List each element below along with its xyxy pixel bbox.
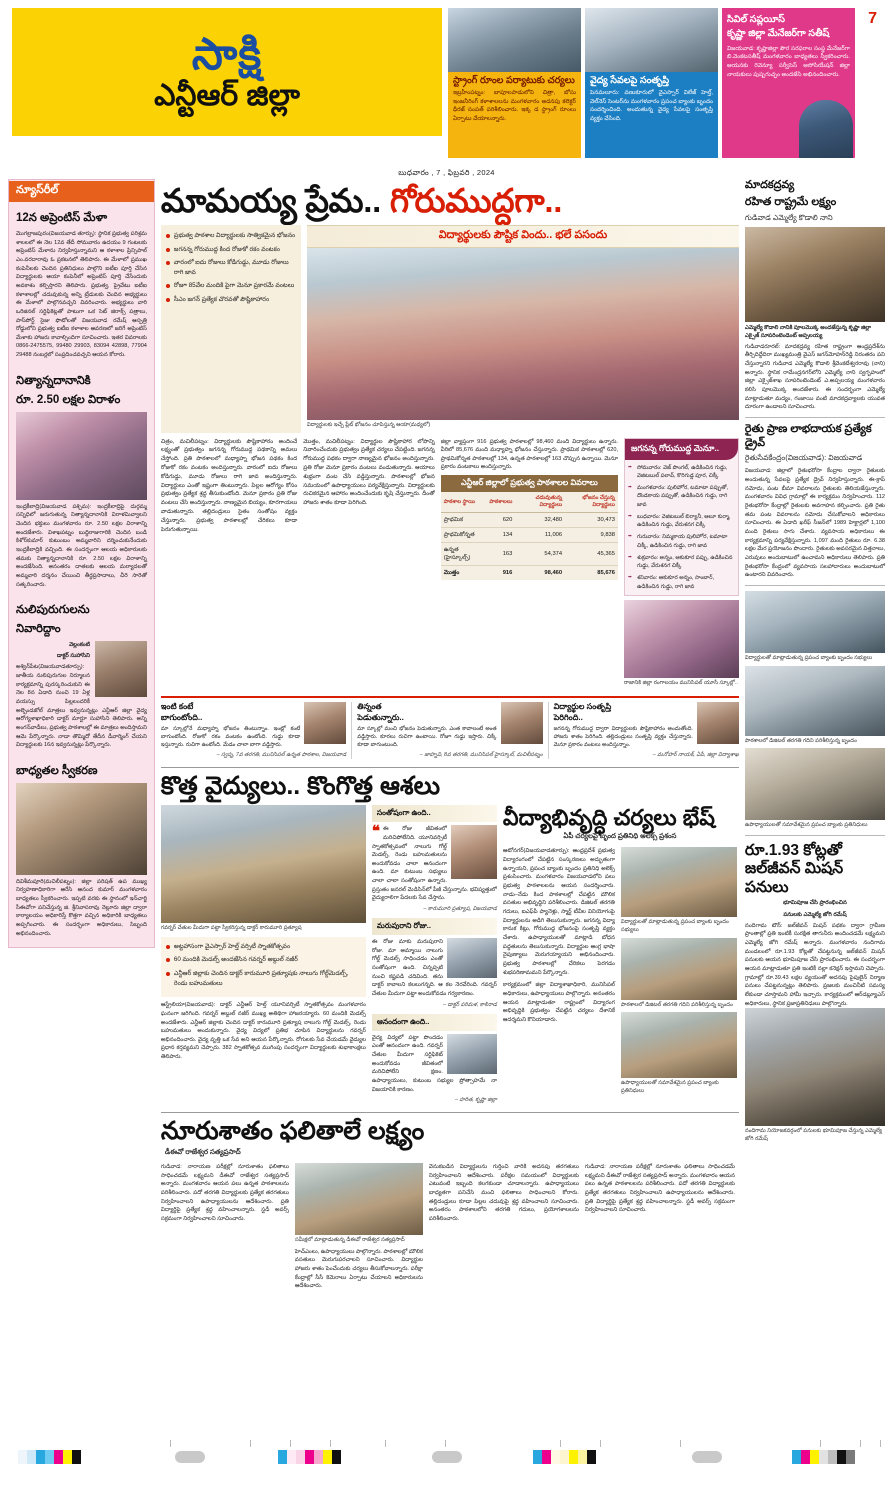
menu-item: ➡ శనివారం: ఆకుకూర అన్నం, సాంబార్, ఉడికించిన గుడ్డు, రాగి జావ	[625, 574, 738, 591]
right-item-2[interactable]	[745, 423, 885, 580]
top-story-3-title-line1: సివిల్ సప్లయీస్	[727, 14, 785, 25]
quote-2-portrait	[501, 702, 543, 744]
story-2-sub-1-portrait	[451, 825, 497, 879]
main-bullet: ప్రభుత్వ పాఠశాల విద్యార్థులకు సాత్వికమైన భోజనం	[166, 231, 296, 241]
cmyk-registration-bar	[0, 1450, 893, 1464]
story-3-photo-1	[621, 847, 737, 917]
table-cell: 620	[486, 513, 515, 528]
top-story-3[interactable]	[722, 8, 855, 158]
section-divider	[161, 767, 739, 768]
main-col-3	[441, 438, 618, 691]
story-3-columns	[503, 847, 737, 1098]
main-lead-row	[161, 225, 739, 433]
right-divider-1	[745, 417, 885, 418]
top-story-1-body: ఇబ్రహీంపట్నం: బాపూలపాడులోని చిత్రా, బోసు ఇంజనీరింగ్ కళాశాలలను మంగళవారం అదనపు కలెక్టర్ ధీరజ్ సంపత్ పరిశీలించారు. ఇక్క డ స్ట్రాంగ్ రూంలు ఏర్పాటు చేయాలన్నారు.	[453, 89, 576, 122]
table-row	[441, 543, 618, 566]
table-cell: 163	[486, 543, 515, 566]
main-col-2: మొత్తం, మచిలీపట్నం: విద్యార్థుల పౌష్టికాహార లోపాన్ని నివారించేందుకు ప్రభుత్వం ప్రత్యేక చర్యలు చేపట్టింది. జగనన్న గోరుముద్ద పథకం ద్వారా నాణ్యమైన భోజనం అందిస్తున్నారు. ప్రతి రోజు మెనూ ప్రకారం వంటలు వండుతున్నారు. ఆయాలు శుభ్రంగా వంట చేసి వడ్డిస్తున్నారు. పాఠశాలల్లో భోజన సమయంలో ఉపాధ్యాయులు పర్యవేక్షిస్తున్నారు. విద్యార్థులకు రుచికరమైన ఆహారం అందించేందుకు కృషి చేస్తున్నారు. దీంతో హాజరు శాతం కూడా పెరిగింది.	[303, 438, 435, 507]
top-story-2-body: పెనమలూరు: వణుకూరులో వైఎస్సార్ విలేజ్ హెల్త్, వెల్‌నెస్ సెంటర్‌ను మంగళవారం ప్రపంచ బ్యాంకు బృందం సందర్శించింది. అందుతున్న వైద్య సేవలపై సంతృప్తి వ్యక్తం చేసింది.	[590, 89, 713, 122]
story-2	[161, 772, 739, 1104]
story-4-columns	[161, 1163, 739, 1291]
story-4	[161, 1117, 739, 1291]
newsreel-item-4-heading: బాధ్యతల స్వీకరణ	[16, 764, 98, 777]
story-2-sub-1-attr: – కారుమూరి ప్రత్యూష, విజయవాడ	[423, 906, 497, 913]
registration-dot-1	[175, 1451, 205, 1463]
issue-date: బుధవారం , 7 , ఫిబ్రవరి , 2024	[398, 168, 495, 177]
story-3-photo-col	[621, 847, 737, 1098]
quote-3-body: జగనన్న గోరుముద్ద ద్వారా విద్యార్థులకు పౌష్టికాహారం అందుతోంది. హాజరు శాతం పెరిగింది. తల్లిదండ్రులు సంతృప్తి వ్యక్తం చేస్తున్నారు. మెనూ ప్రకారం వంటలు అందిస్తున్నాం.	[553, 726, 693, 749]
registration-dot-2	[432, 1451, 462, 1463]
right-item-4-kicker-line1: భూమిపూజ చేసి ప్రారంభించిన	[783, 900, 847, 907]
story-2-sub-2-portrait	[447, 938, 497, 978]
newsreel-item-3[interactable]	[9, 594, 154, 755]
story-4-sub-deck: డీఈవో రాజేశ్వర సత్యప్రసాద్	[164, 1149, 241, 1157]
top-story-1-title: స్ట్రాంగ్ రూంల పర్యాటుకు చర్యలు	[453, 75, 575, 86]
quote-box-3[interactable]	[548, 702, 739, 759]
page-number: 7	[868, 10, 877, 27]
logo-edition: ఎన్టీఆర్ జిల్లా	[154, 78, 300, 112]
main-deck: విద్యార్థులకు పౌష్టిక విందు.. భలే పసందు	[307, 225, 739, 248]
table-cell: 32,480	[515, 513, 565, 528]
main-headline	[161, 183, 739, 220]
newsreel-item-2[interactable]	[9, 365, 154, 594]
story-4-headline: నూరుశాతం ఫలితాలే లక్ష్యం	[160, 1117, 425, 1146]
newsreel-item-2-heading-line1: నిత్యాన్నదానానికి	[16, 374, 91, 387]
quote-3-heading-line1: విద్యార్థుల సంతృప్తి	[553, 702, 612, 712]
story-4-col-3	[429, 1163, 579, 1291]
newsreel-item-2-heading-line2: రూ. 2.50 లక్షల విరాళం	[16, 393, 121, 406]
story-2-sub-1-title: సంతోషంగా ఉంది..	[372, 805, 497, 822]
right-item-3-cap-a: విద్యార్థులతో మాట్లాడుతున్న ప్రపంచ బ్యాంకు బృందం సభ్యులు	[744, 655, 873, 661]
menu-item: ➡ సోమవారం: వెజ్ పొంగల్, ఉడికించిన గుడ్డు, వెజిటబుల్ పలావ్, కొరిగుడ్డ పూర, చిక్కీ	[625, 464, 738, 481]
newsreel-label: న్యూస్‌రీల్	[9, 181, 154, 202]
main-bullet: సీఎం జగన్ ప్రత్యేక చొరవతో పౌష్టికాహారం	[166, 295, 296, 305]
top-story-2-title: వైద్య సేవలపై సంతృప్తి	[590, 75, 670, 86]
quote-1-body: మా స్కూల్లోనే మధ్యాహ్న భోజనం తింటున్నాం. ఇంట్లో కంటే బాగుంటోంది. రోజుకో రకం వంటకం ఉంటోంది. గుడ్డు కూడా ఇస్తున్నారు. రుచిగా ఉంటోంది. మేడం చాలా బాగా వడ్డిస్తారు.	[160, 726, 301, 749]
menu-title: జగనన్న గోరుముద్ద మెనూ..	[625, 439, 738, 460]
quote-2-attribution: – జాహ్నవి, 8వ తరగతి, మునిసిపల్ హైస్కూల్, మచిలీపట్నం	[419, 752, 543, 759]
story-4-body-3: హెచ్‌ఎంలు, ఉపాధ్యాయులు పాల్గొన్నారు. పాఠశాలల్లో మౌలిక వసతులు మెరుగుపరచాలని సూచించారు. విద్యార్థుల హాజరు శాతం పెంచేందుకు చర్యలు తీసుకోవాలన్నారు. పరీక్షా కేంద్రాల్లో సీసీ కెమెరాలు ఏర్పాటు చేయాలని అధికారులను ఆదేశించారు.	[294, 1248, 423, 1290]
quote-1-heading-line1: ఇంటి కంటే	[160, 702, 194, 712]
top-story-1-photo	[448, 8, 581, 72]
story-3-text-col	[503, 847, 615, 1098]
right-item-1[interactable]	[745, 179, 885, 412]
main-headline-highlight: గోరుముద్దగా..	[389, 182, 563, 219]
right-item-1-body: గుడివాడరూరల్: మాదకద్రవ్య రహిత రాష్ట్రంగా ఆంధ్రప్రదేశ్‌ను తీర్చిదిద్దేదిరా ముఖ్యమంత్రి వైఎస్ జగన్‌మోహన్‌రెడ్డి నిరంతరం పని చేస్తున్నారని గుడివాడ ఎమ్మెల్యే కొడాలి శ్రీవెంకటేశ్వరరావు (నాని) అన్నారు. స్థానిక రామేంద్రనగర్‌లోని ఎమ్మెల్యే నాని స్వగృహంలో జిల్లా ఎక్సైజ్‌శాఖ సూపరింటెండెంట్ ఎ.అప్పలయ్య మంగళవారం కలిసి పూలమొక్క అందజేశారు. ఈ సందర్భంగా ఎమ్మెల్యే మాట్లాడుతూ మద్యం, గంజాయి వంటి మాదకద్రవ్యాలకు యువత దూరంగా ఉండాలని సూచించారు.	[744, 343, 885, 411]
newsreel-item-4-body: దివిశీమపూరి(మచిలీపట్నం): జిల్లా పరిషత్ ఉప ముఖ్య నిర్వహణాధికారిగా ఆరేసి ఆనంద కుమార్ మంగళవారం బాధ్యతలు స్వీకరించారు. ఇప్పటి వరకు ఈ స్థానంలో ఇన్‌చార్జి సీఈవోగా పనిచేస్తున్న జి. శ్రీనివాసరావు నెల్లూరు జిల్లా ద్వారా కార్యాలయం అధికారిస్తే కొత్తగా వచ్చిన అధికారికి బాధ్యతలు అప్పగించారు. ఈ సందర్భంగా అధికారులు, సిబ్బంది అభినందించారు.	[16, 878, 147, 937]
top-stories-strip	[448, 8, 885, 158]
main-headline-part1: మామయ్య ప్రేమ..	[160, 182, 390, 219]
top-story-3-portrait	[799, 100, 853, 158]
right-item-4-kicker-line2: పనులకు ఎమ్మెల్యే జోగి రమేష్	[783, 911, 847, 918]
table-cell: ఉన్నత (హైస్కూల్స్)	[441, 543, 487, 566]
table-cell: 916	[502, 570, 513, 577]
right-item-4[interactable]	[745, 842, 885, 1144]
story-4-body-2b: గుడివాడ: నారాయణ పరీక్షల్లో నూరుశాతం ఫలితాలు సాధించడమే లక్ష్యమని డీఈవో రాజేశ్వర సత్యప్రసాద్ అన్నారు. మంగళవారం ఆయన పలు ఉన్నత పాఠశాలలను పరిశీలించారు. పదో తరగతి విద్యార్థులకు ప్రత్యేక తరగతులు నిర్వహించాలని ఉపాధ్యాయులను ఆదేశించారు. ప్రతి విద్యార్థిపై ప్రత్యేక శ్రద్ధ వహించాలన్నారు. స్టడీ అవర్స్ సక్రమంగా నిర్వహించాలని సూచించారు.	[584, 1164, 735, 1214]
quote-2-heading-line1: తిన్నంత	[357, 702, 382, 712]
right-item-1-photo	[745, 227, 885, 322]
right-item-2-body: విజయవాడ: జిల్లాలో రైతుభరోసా కేంద్రాల ద్వారా రైతులకు అందుతున్న సేవలపై ప్రత్యేక డ్రైవ్ నిర్వహిస్తున్నారు. ఈ-క్రాప్ నమోదు, పంట బీమా వివరాలను రైతులకు తెలియజేస్తున్నారు. మంగళవారం వివిధ గ్రామాల్లో ఈ కార్యక్రమం నిర్వహించారు. 112 రైతుభరోసా కేంద్రాల్లో రైతులకు అవగాహన కల్పించారు. ప్రతి రైతు తమ పంట వివరాలను నమోదు చేసుకోవాలని అధికారులు సూచించారు. ఈ ఏడాది ఖరీఫ్ సీజన్‌లో 1989 హెక్టార్లలో 1,100 మంది రైతులు సాగు చేశారు. వ్యవసాయ అధికారులు ఈ కార్యక్రమాన్ని పర్యవేక్షిస్తున్నారు. 1,097 మంది రైతులు రూ. 6.38 లక్షల మేర ప్రయోజనం పొందారు. రైతులకు అవసరమైన విత్తనాలు, ఎరువులు అందుబాటులో ఉంచామని అధికారులు తెలిపారు. ప్రతి రైతుభరోసా కేంద్రంలో వ్యవసాయ సలహాదారులు అందుబాటులో ఉంటారని వివరించారు.	[744, 468, 885, 579]
right-item-3-photo-c	[745, 748, 885, 820]
table-cell: 11,006	[515, 528, 565, 543]
logo-title: సాక్షి	[191, 29, 263, 79]
quote-box-2[interactable]	[351, 702, 542, 759]
story-2-photo-caption: గవర్నర్ చేతుల మీదుగా పట్టా స్వీకరిస్తున్న డాక్టర్ కారుమూరి ప్రత్యూష	[160, 925, 302, 932]
story-2-photo	[161, 805, 366, 923]
quote-3-portrait	[697, 702, 739, 744]
publication-logo	[12, 8, 442, 136]
right-item-1-caption: ఎమ్మెల్యే కొడాలి నానికి పూలమొక్క అందజేస్తున్న కృష్ణా జిల్లా ఎక్సైజ్ సూపరింటెండెంట్ అప్పలయ్య	[744, 324, 872, 339]
main-story	[161, 183, 739, 759]
section-divider-2	[161, 1112, 739, 1113]
story-2-bullets-box	[161, 937, 366, 997]
main-bullet: వారంలో ఐదు రోజులు కోడిగుడ్డు, మూడు రోజులు రాగి జావ	[166, 258, 296, 277]
table-header-cell: పాఠశాల స్థాయి	[441, 492, 487, 513]
page-grid	[0, 179, 893, 1291]
story-4-body-2: వెనుకబడిన విద్యార్థులను గుర్తించి వారికి అదనపు తరగతులు నిర్వహించాలని ఆదేశించారు. పరీక్షల సమయంలో విద్యార్థులకు ఎటువంటి ఇబ్బంది కలగకుండా చూడాలన్నారు. ఉపాధ్యాయులు బాధ్యతగా పనిచేసి మంచి ఫలితాలు సాధించాలని కోరారు. తల్లిదండ్రులు కూడా పిల్లల చదువుపై శ్రద్ధ వహించాలని సూచించారు. అనంతరం పాఠశాలలోని తరగతి గదులు, ప్రయోగశాలలను పరిశీలించారు.	[428, 1164, 579, 1222]
newsreel-item-3-heading-line2: నివారిద్దాం	[16, 623, 61, 636]
story-3-photo-caption-2: పాఠశాలలో డిజిటల్ తరగతి గదిని పరిశీలిస్తున్న బృందం	[620, 1001, 733, 1008]
table-cell: 45,365	[565, 543, 618, 566]
top-story-1[interactable]	[448, 8, 581, 158]
table-cell: 134	[486, 528, 515, 543]
story-3-photo-3	[621, 1012, 737, 1078]
newsreel-item-2-photo	[16, 412, 147, 500]
story-2-left	[161, 805, 366, 1104]
right-item-4-headline: రూ.1.93 కోట్లతో జల్‌జీవన్ మిషన్ పనులు	[744, 841, 844, 896]
story-3-photo-2	[621, 938, 737, 1000]
main-bullets-box	[161, 225, 301, 433]
table-header-row	[441, 492, 618, 513]
right-sidebar	[745, 179, 885, 1291]
story-2-bullet: 60 మందికి మెడల్స్ అందజేసిన గవర్నర్ అబ్దుల్ నజీర్	[166, 955, 361, 965]
table-cell: మొత్తం	[443, 570, 460, 577]
right-item-1-head-line1: మాదకద్రవ్య	[744, 179, 795, 191]
newsreel-item-3-caption-1: వెల్లంకంటి	[69, 642, 90, 649]
main-bullets	[166, 231, 296, 305]
menu-item: ➡ మంగళవారం: పులిహోర, టమాటా పప్పుతో, దొండకాయ పప్పుతో, ఉడికించిన గుడ్డు, రాగి జావ	[625, 484, 738, 509]
newsreel-item-4-photo	[16, 783, 147, 875]
right-item-3[interactable]	[745, 591, 885, 830]
menu-item: ➡ శుక్రవారం: అన్నం, ఆకుకూర పప్పు, ఉడికించిన గుడ్డు, వేరుశనగ చిక్కీ	[625, 554, 738, 571]
right-item-2-kicker: రైతుసేవకేంద్రం(విజయవాడ): విజయవాడ	[744, 453, 863, 463]
menu-side-photo	[624, 600, 739, 678]
menu-box	[624, 438, 739, 596]
right-item-3-photo-b	[745, 666, 885, 736]
schools-table-caption: ఎన్టీఆర్ జిల్లాలో ప్రభుత్వ పాఠశాలల వివరాలు	[441, 475, 618, 492]
story-2-bullets	[166, 942, 361, 988]
table-cell: 9,838	[565, 528, 618, 543]
story-2-sub-2-title: మరుపురాని రోజు..	[372, 918, 497, 935]
color-patch-group-4	[792, 1450, 855, 1464]
table-cell: 85,676	[597, 570, 615, 577]
newsreel-item-3-heading-line1: నులిపురుగులను	[16, 604, 90, 617]
story-4-body-1: గుడివాడ: నారాయణ పరీక్షల్లో నూరుశాతం ఫలితాలు సాధించడమే లక్ష్యమని డీఈవో రాజేశ్వర సత్యప్రసాద్ అన్నారు. మంగళవారం ఆయన పలు ఉన్నత పాఠశాలలను పరిశీలించారు. పదో తరగతి విద్యార్థులకు ప్రత్యేక తరగతులు నిర్వహించాలని ఉపాధ్యాయులను ఆదేశించారు. ప్రతి విద్యార్థిపై ప్రత్యేక శ్రద్ధ వహించాలన్నారు. స్టడీ అవర్స్ సక్రమంగా నిర్వహించాలని సూచించారు.	[160, 1164, 289, 1222]
newsreel-item-3-caption-2: డాక్టర్ సుహాసిని	[56, 653, 90, 660]
table-row	[441, 528, 618, 543]
newsreel-item-1-body: మొగల్రాజపురం(విజయవాడ తూర్పు): స్థానిక ప్రభుత్వ పరిశ్రమ శాలలలో ఈ నెల 12వ తేదీ సోమవారం ఉదయం 9 గంటలకు అప్రెంటిస్ మేళాను నిర్వహిస్తున్నామని ఆ కళాశాల ప్రిన్సిపాల్ ఎం.వరదారావు ఓ ప్రకటనలో తెలిపారు. ఈ మేళాలో ప్రముఖ కంపెనీలకు చెందిన ప్రతినిధులు పాల్గొని ఐటీఐ పూర్తి చేసిన విద్యార్థులకు ఆయా కంపెనీలో అప్రెంటిస్ పూర్తి చేసేందుకు అవకాశం కల్పిస్తారని తెలిపారు. ప్రభుత్వ, ప్రైవేటు ఐటీఐ కళాశాలల్లో చదువుకున్న అన్ని ట్రేడులకు చెందిన అభ్యర్థులు ఈ మేళాలో పాల్గొనవచ్చని వివరించారు. అభ్యర్థులు వారి ఒరిజినల్ సర్టిఫికెట్లతో పాటుగా ఒక సెట్ జిరాక్స్ పత్రాలు, పాస్‌పోర్ట్ సైజు ఫొటోలతో విజయవాడ రమేష్ ఆస్పత్రి రోడ్డులోని ప్రభుత్వ ఐటీఐ కళాశాల ఆవరణలో జరిగే అప్రెంటిస్ మేళాకు హాజరు కావాల్సిందిగా సూచించారు. ఇతర వివరాలకు 0866-2475575, 99480 29903, 83094 42898, 77904 29488 నంబర్లలో సంప్రదించవచ్చని ఆయన కోరారు.	[16, 230, 147, 359]
menu-sidebar	[624, 438, 739, 691]
newsreel-item-2-body: ఇంద్రకీలాద్రి(విజయవాడ పశ్చిమ): ఇంద్రకీలాద్రిపై దుర్గమ్మ సన్నిధిలో జరుగుతున్న నిత్యాన్నదానానికి విరాళమివ్వాలని చెందిన భక్తులు మంగళవారం రూ. 2.50 లక్షల విరాళాన్ని అందజేశారు. విశాఖపట్నం బుద్ధిరాజుగారికి చెందిన బండి కిశోర్‌కుమార్ కుటుంబం అమ్మవారిని దర్శించుకునేందుకు ఇంద్రకీలాద్రికి వచ్చింది. ఈ సందర్భంగా ఆలయ అధికారులకు తమకు నిత్యాన్నదానానికి రూ. 2.50 లక్షల విరాళాన్ని అందజేసింది. అనంతరం దాతలకు ఆలయ మర్యాదలతో అమ్మవారి దర్శనం చేయించి తీర్థప్రసాదాలు, చీరె సారెతో సత్కరించారు.	[16, 503, 147, 588]
story-3-headline: వీద్యాభివృద్ధి చర్యలు భేష్	[502, 805, 715, 831]
table-row	[441, 513, 618, 528]
top-story-2-photo	[585, 8, 718, 72]
story-3-photo-caption-3: ఉపాధ్యాయులతో సమావేశమైన ప్రపంచ బ్యాంకు ప్రతినిధులు	[620, 1080, 719, 1094]
quote-3-heading-line2: పెరిగింది..	[553, 712, 583, 722]
color-patch-group-2	[278, 1450, 341, 1464]
top-story-2[interactable]	[585, 8, 718, 158]
story-2-bullet: అట్టహాసంగా వైఎస్సార్ హెల్త్ వర్సిటీ స్నాతకోత్సవం	[166, 942, 361, 952]
main-hero-photo	[307, 248, 739, 420]
right-divider-3	[745, 835, 885, 836]
table-row-total	[441, 566, 618, 581]
main-text-columns	[161, 438, 739, 691]
newsreel-item-4[interactable]	[9, 755, 154, 944]
main-photo-caption: విద్యార్థులకు ఇచ్చే ప్లేట్ భోజనం చూపిస్తున్న ఆయా(మధ్యలో)	[306, 421, 431, 428]
newsreel-item-1[interactable]	[9, 202, 154, 365]
table-header-cell: చదువుతున్న విద్యార్థులు	[515, 492, 565, 513]
quote-3-attribution: – మనోహర్ నాయక్, ఏపీ, జిల్లా విద్యాశాఖ	[652, 752, 739, 759]
newsreel-item-1-heading: 12న అప్రెంటిస్ మేళా	[16, 212, 108, 224]
story-4-col-1	[161, 1163, 289, 1291]
registration-dot-3	[692, 1451, 722, 1463]
left-sidebar	[8, 179, 155, 1291]
quote-1-portrait	[304, 702, 346, 744]
story-2-sub-2-body: ఈ రోజు మాకు మరుపురాని రోజు. మా అమ్మాయి నాలుగు గోల్డ్ మెడల్స్ సాధించడం ఎంతో సంతోషంగా ఉంది. చిన్నప్పటి నుంచి కష్టపడి చదివింది. తను డాక్టర్ కావాలని కలలుగన్నది. ఆ కల నెరవేరింది. గవర్నర్ చేతుల మీదుగా పట్టా అందుకోవడం గర్వకారణం.	[371, 939, 497, 998]
quote-2-body: మా స్కూల్లో మంచి భోజనం పెడుతున్నారు. ఎంత కావాలంటే అంత వడ్డిస్తారు. కూరలు రుచిగా ఉంటాయి. రోజూ గుడ్డు ఇస్తారు. చిక్కీ కూడా బాగుంటుంది.	[357, 726, 497, 749]
story-2-sub-4-attr: – హరిత, కృష్ణా జిల్లా	[454, 1097, 497, 1104]
story-2-body	[161, 805, 739, 1104]
menu-item: ➡ బుధవారం: వెజిటబుల్ బిర్యానీ, ఆలూ కుర్మా, ఉడికించిన గుడ్డు, వేరుశనగ చిక్కీ	[625, 513, 738, 530]
story-3-body-1: ఆటోనగర్(విజయవాడతూర్పు): ఆంధ్రప్రదేశ్ ప్రభుత్వ విద్యారంగంలో చేపట్టిన సంస్కరణలు అద్భుతంగా ఉన్నాయని, ప్రపంచ బ్యాంకు బృందం ప్రతినిధి అలెక్స్ ప్రశంసించారు. మంగళవారం విజయవాడలోని పలు ప్రభుత్వ పాఠశాలలను ఆయన సందర్శించారు. నాడు–నేడు కింద పాఠశాలల్లో చేపట్టిన మౌలిక వసతుల అభివృద్ధిని పరిశీలించారు. డిజిటల్ తరగతి గదులు, ఐఎఫ్‌పీ ప్యానెళ్లు, స్మార్ట్ టీవీల వినియోగంపై విద్యార్థులను అడిగి తెలుసుకున్నారు. జగనన్న విద్యా కానుక కిట్లు, గోరుముద్ద భోజనంపై సంతృప్తి వ్యక్తం చేశారు. ఉపాధ్యాయులతో మాట్లాడి బోధన పద్ధతులను తెలుసుకున్నారు. విద్యార్థుల ఆంగ్ల భాషా నైపుణ్యాలు మెరుగయ్యాయని అభినందించారు. ప్రభుత్వ పాఠశాలల్లో చేరికలు పెరగడం శుభపరిణామమని పేర్కొన్నారు.	[502, 848, 615, 976]
story-4-photo-caption: సమీక్షలో మాట్లాడుతున్న డీఈవో రాజేశ్వర సత్యప్రసాద్	[294, 1237, 405, 1244]
newsreel-item-3-portrait	[95, 641, 147, 697]
right-item-4-body: నందిగామ టౌన్: జల్‌జీవన్ మిషన్ పథకం ద్వారా గ్రామీణ ప్రాంతాల్లో ప్రతి ఇంటికీ సురక్షిత తాగునీరు అందించడమే లక్ష్యమని ఎమ్మెల్యే జోగి రమేష్ అన్నారు. మంగళవారం నందిగామ మండలంలో రూ.1.93 కోట్లతో చేపట్టనున్న జల్‌జీవన్ మిషన్ పనులకు ఆయన భూమిపూజ చేసి ప్రారంభించారు. ఈ సందర్భంగా ఆయన మాట్లాడుతూ ప్రతి ఇంటికీ నల్లా కనెక్షన్ ఇస్తామని చెప్పారు. గ్రామాల్లో రూ.39.43 లక్షల వ్యయంతో అదనపు పైపులైన్ నిర్మాణ పనులు చేపట్టనున్నట్లు తెలిపారు. ప్రజలకు మంచినీటి సమస్య లేకుండా చూస్తామని హామీ ఇచ్చారు. కార్యక్రమంలో ఆర్‌డబ్ల్యూఎస్ అధికారులు, స్థానిక ప్రజాప్రతినిధులు పాల్గొన్నారు.	[744, 922, 885, 1007]
story-2-headline: కొత్త వైద్యులు.. కొంగొత్త ఆశలు	[160, 772, 441, 801]
crop-tick-marks	[0, 1440, 893, 1448]
table-cell: 98,460	[544, 570, 563, 577]
table-cell: 54,374	[515, 543, 565, 566]
top-story-3-body: విజయవాడ: కృష్ణాజిల్లా పౌర సరఫరాల సంస్థ మేనేజర్‌గా బి.వెంకటసతీష్ మంగళవారం బాధ్యతలు స్వీకరించారు. ఆయనకు రెవెన్యూ సర్వీసెస్ అసోసియేషన్ జిల్లా నాయకులు పుష్పగుచ్ఛం అందజేసి అభినందించారు.	[727, 45, 850, 78]
story-4-photo	[295, 1163, 423, 1235]
menu-side-photo-caption: రాజానికి జిల్లా రంగాలయం మునిసిపల్ యూసీ స్కూల్లో..	[624, 679, 738, 686]
right-item-4-photo	[745, 1008, 885, 1126]
table-cell: 30,473	[565, 513, 618, 528]
color-patch-group-1	[18, 1450, 81, 1464]
menu-item: ➡ గురువారం: నిమ్మకాయ పులిహోర, టమాటా చిక్కీ, ఉడికించిన గుడ్డు, రాగి జావ	[625, 533, 738, 550]
right-item-3-photo-a	[745, 591, 885, 653]
color-patch-group-3	[533, 1450, 596, 1464]
right-item-3-cap-c: ఉపాధ్యాయులతో సమావేశమైన ప్రపంచ బ్యాంకు ప్రతినిధులు	[744, 822, 868, 829]
table-header-cell: భోజనం చేస్తున్న విద్యార్థులు	[565, 492, 618, 513]
story-2-bullet: ఎన్టీఆర్ జిల్లాకు చెందిన డాక్టర్ కారుమూరి ప్రత్యూషకు నాలుగు గోల్డ్‌మెడల్స్, రెండు బహుమతులు	[166, 969, 361, 988]
story-3-sub-deck: ఏపీ చర్యలపై బృంద ప్రతినిధి అలెక్స్ ప్రశంస	[563, 833, 677, 841]
quote-1-attribution: – స్వప్న, 7వ తరగతి, మునిసిపల్ ఉన్నత పాఠశాల, విజయవాడ	[216, 752, 347, 759]
story-2-mid	[372, 805, 497, 1104]
story-2-sub-4-portrait	[447, 1034, 497, 1074]
quote-mark-icon: ❝	[371, 823, 380, 841]
story-2-sub-2-attr: – డాక్టర్ పరిమళ, కాకినాడ	[443, 1001, 497, 1008]
quote-box-1[interactable]	[161, 702, 346, 759]
main-bullet: రోజూ 85వేల మందికి పైగా మెనూ ప్రకారమే వంటలు	[166, 281, 296, 291]
main-col-1: చిత్రం, మచిలీపట్నం: విద్యార్థులకు పౌష్టికాహారం అందించే లక్ష్యంతో ప్రభుత్వం జగనన్న గోరుముద్ద పథకాన్ని అమలు చేస్తోంది. ప్రతి పాఠశాలలో మధ్యాహ్న భోజన పథకం కింద రోజుకో రకం వంటకం అందిస్తున్నారు. వారంలో ఐదు రోజులు కోడిగుడ్డు, మూడు రోజులు రాగి జావ అందిస్తున్నారు. విద్యార్థులు ఎంతో ఇష్టంగా తింటున్నారు. పిల్లల ఆరోగ్యం కోసం ప్రభుత్వం ప్రత్యేక శ్రద్ధ తీసుకుంటోంది. మెనూ ప్రకారం ప్రతి రోజు వంటలు చేసి అందిస్తున్నారు. నాణ్యమైన బియ్యం, కూరగాయలు వాడుతున్నారు. తల్లిదండ్రులు సైతం సంతోషం వ్యక్తం చేస్తున్నారు. ప్రభుత్వ పాఠశాలల్లో చేరికలు కూడా పెరుగుతున్నాయి.	[160, 438, 298, 533]
newsreel-item-3-body: అశ్విన్‌పేట(విజయవాడతూర్పు): జాతీయ నులిపురుగుల నిర్మూలన కార్యక్రమాన్ని పురస్కరించుకుని ఈ నెల 8న ఏడాది నుంచి 19 ఏళ్ల వయస్సు పిల్లలందరికీ అల్బెండజోల్ మాత్రలు ఇవ్వనున్నట్లు ఎన్టీఆర్ జిల్లా వైద్య ఆరోగ్యశాఖాధికారి డాక్టర్ మార్టూ సుహాసిని తెలిపారు. అన్ని అంగన్‌వాడీలు, ప్రభుత్వ పాఠశాలల్లో ఈ మాత్రలు అందిస్తామని ఆమె పేర్కొన్నారు. నాడా తొమ్మిదో తేదీన డీవార్మింగ్ చేయని విద్యార్థులకు 16న ఇవ్వనున్నట్లు పేర్కొన్నారు.	[16, 664, 147, 749]
main-content	[161, 179, 739, 1291]
story-4-col-4	[585, 1163, 735, 1291]
right-item-2-head: రైతు ప్రాణ లాభదాయక ప్రత్యేక డ్రైవ్	[744, 422, 872, 449]
story-3-photo-caption-1: విద్యార్థులతో మాట్లాడుతున్న ప్రపంచ బ్యాంకు బృందం సభ్యులు	[620, 919, 729, 934]
story-4-photo-col	[295, 1163, 423, 1291]
story-3-body-2: కార్యక్రమంలో జిల్లా విద్యాశాఖాధికారి, మునిసిపల్ అధికారులు, ఉపాధ్యాయులు పాల్గొన్నారు. అనంతరం ఆయన మాట్లాడుతూ రాష్ట్రంలో విద్యారంగ అభివృద్ధికి ప్రభుత్వం చేపట్టిన చర్యలు దేశానికే ఆదర్శమని కొనియాడారు.	[502, 982, 615, 1023]
table-header-cell: పాఠశాలలు	[486, 492, 515, 513]
right-item-1-head-line2: రహిత రాష్ట్రమే లక్ష్యం	[744, 195, 837, 208]
top-story-3-title-line2: కృష్ణా జిల్లా మేనేజర్‌గా సతీష్	[727, 27, 830, 39]
quote-boxes	[161, 696, 739, 759]
right-item-1-kicker: గుడివాడ ఎమ్మెల్యే కొడాలి నాని	[744, 212, 833, 222]
quote-2-heading-line2: పెడుతున్నారు..	[357, 712, 404, 722]
newsreel-panel	[8, 179, 155, 948]
right-item-3-cap-b: పాఠశాలలో డిజిటల్ తరగతి గదిని పరిశీలిస్తున్న బృందం	[744, 737, 857, 744]
story-2-sub-4-body: వైద్య విద్యలో పట్టా పొందడం ఎంతో ఆనందంగా ఉంది. గవర్నర్ చేతుల మీదుగా సర్టిఫికెట్ అందుకోవడం జీవితంలో మరిచిపోలేని క్షణం. ఉపాధ్యాయులు, కుటుంబ సభ్యుల ప్రోత్సాహమే నా విజయానికి కారణం.	[371, 1034, 497, 1093]
story-2-sub-1-body: ఈ రోజు జీవితంలో మరిచిపోలేనిది. యూనివర్సిటీ స్నాతకోత్సవంలో నాలుగు గోల్డ్ మెడల్స్, రెండు బహుమతులను అందుకోవడం చాలా ఆనందంగా ఉంది. మా కుటుంబ సభ్యులు చాలా చాలా సంతోషంగా ఉన్నారు. ప్రస్తుతం జనరల్ మెడిసిన్‌లో పీజీ చేస్తున్నాను. భవిష్యత్తులో వైద్యురాలిగా పేదలకు సేవ చేస్తాను.	[371, 826, 497, 902]
story-3	[503, 805, 737, 1104]
menu-items	[625, 464, 738, 591]
story-2-col-body: ఆస్ట్రేలియా(విజయవాడ): డాక్టర్ ఎన్టీఆర్ హెల్త్ యూనివర్సిటీ స్నాతకోత్సవం మంగళవారం ఘనంగా జరిగింది. గవర్నర్ అబ్దుల్ నజీర్ ముఖ్య అతిథిగా హాజరయ్యారు. 60 మందికి మెడల్స్ అందజేశారు. ఎన్టీఆర్ జిల్లాకు చెందిన డాక్టర్ కారుమూరి ప్రత్యూష నాలుగు గోల్డ్ మెడల్స్, రెండు బహుమతులు అందుకున్నారు. వైద్య విద్యలో ప్రతిభ చూపిన విద్యార్థులను గవర్నర్ అభినందించారు. వైద్య వృత్తి ఒక సేవ అని ఆయన పేర్కొన్నారు. రోగులకు సేవ చేయడమే వైద్యుల ప్రధాన కర్తవ్యమని చెప్పారు. 382 స్నాతకోత్సవ ముగింపు సందర్భంగా విద్యార్థులకు శుభాకాంక్షలు తెలిపారు.	[160, 1002, 366, 1061]
table-cell: ప్రాథమిక	[441, 513, 487, 528]
main-col-3-text: జిల్లా వ్యాప్తంగా 916 ప్రభుత్వ పాఠశాలల్లో 98,460 మంది విద్యార్థులు ఉన్నారు. వీరిలో 85,676 మంది మధ్యాహ్న భోజనం చేస్తున్నారు. ప్రాథమిక పాఠశాలల్లో 620, ప్రాథమికోన్నత పాఠశాలల్లో 134, ఉన్నత పాఠశాలల్లో 163 చొప్పున ఉన్నాయి. మెనూ ప్రకారం వంటకాలు అందిస్తున్నారు.	[440, 438, 618, 471]
main-bullet: జగనన్న గోరుముద్ద కింద రోజుకో రకం వంటకం	[166, 245, 296, 255]
quote-1-heading-line2: బాగుంటోంది..	[160, 712, 203, 722]
table-cell: ప్రాథమికోన్నత	[441, 528, 487, 543]
right-divider-2	[745, 585, 885, 586]
schools-table	[441, 475, 618, 580]
story-2-sub-4-title: ఆనందంగా ఉంది..	[372, 1014, 497, 1031]
right-item-4-photo-caption: నందిగామ నియోజకవర్గంలో పనులకు భూమిపూజ చేస్తున్న ఎమ్మెల్యే జోగి రమేష్	[744, 1128, 883, 1142]
masthead	[0, 0, 893, 165]
